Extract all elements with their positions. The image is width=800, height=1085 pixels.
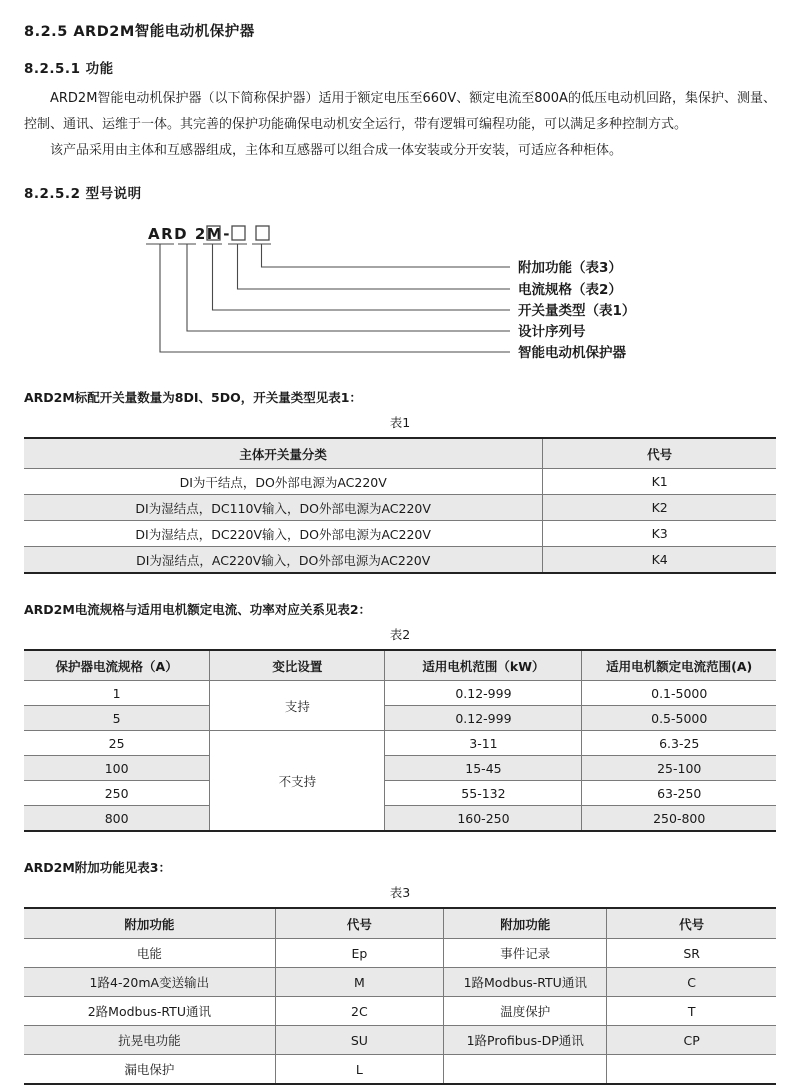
table1-header-row — [24, 438, 776, 469]
section-heading-main: 8.2.5 ARD2M智能电动机保护器 — [24, 24, 255, 40]
table2-cell-current-range: 63-250 — [582, 781, 776, 806]
table1-cell-code: K2 — [543, 495, 776, 521]
table2-cell-spec: 25 — [24, 731, 210, 756]
table2-cell-motor-range: 0.12-999 — [385, 706, 582, 731]
table1-intro: ARD2M标配开关量数量为8DI、5DO，开关量类型见表1： — [24, 390, 362, 405]
table2-cell-motor-range: 55-132 — [385, 781, 582, 806]
diagram-label-switch-type: 开关量类型（表1） — [518, 303, 636, 319]
table2-cell-ratio-supported: 支持 — [210, 681, 385, 731]
table2-header-current-range: 适用电机额定电流范围(A) — [582, 650, 776, 681]
table-switch-types — [24, 437, 776, 574]
table1-cell-category: DI为湿结点，DC220V输入，DO外部电源为AC220V — [24, 521, 543, 547]
table-row — [24, 521, 776, 547]
table2-cell-current-range: 0.1-5000 — [582, 681, 776, 706]
connector-switch-type — [213, 244, 511, 310]
table3-cell-code: L — [275, 1055, 443, 1085]
table2-header-ratio: 变比设置 — [210, 650, 385, 681]
table-row — [24, 706, 776, 731]
table2-cell-spec: 100 — [24, 756, 210, 781]
table2-header-row — [24, 650, 776, 681]
table-row — [24, 806, 776, 832]
table2-cell-spec: 5 — [24, 706, 210, 731]
table-row — [24, 756, 776, 781]
table3-cell-function: 抗晃电功能 — [24, 1026, 275, 1055]
table1-cell-category: DI为湿结点，DC110V输入，DO外部电源为AC220V — [24, 495, 543, 521]
table2-intro: ARD2M电流规格与适用电机额定电流、功率对应关系见表2： — [24, 602, 372, 617]
table3-cell-function — [444, 1055, 607, 1085]
table3-cell-function: 事件记录 — [444, 939, 607, 968]
table3-intro: ARD2M附加功能见表3： — [24, 860, 172, 875]
table3-cell-function: 1路4-20mA变送输出 — [24, 968, 275, 997]
table3-cell-code: CP — [607, 1026, 776, 1055]
table3-cell-function: 2路Modbus-RTU通讯 — [24, 997, 275, 1026]
table3-cell-code: C — [607, 968, 776, 997]
table3-header-code-left: 代号 — [275, 908, 443, 939]
table1-header-category: 主体开关量分类 — [24, 438, 543, 469]
table3-cell-code: Ep — [275, 939, 443, 968]
table3-cell-function: 1路Profibus-DP通讯 — [444, 1026, 607, 1055]
paragraph-function-1: ARD2M智能电动机保护器（以下简称保护器）适用于额定电压至660V、额定电流至800A的低压电动机回路，集保护、测量、控制、通讯、运维于一体。其完善的保护功能确保电动机安全运行，带有逻辑可编程功能，可以满足多种控制方式。 — [24, 91, 776, 132]
table2-cell-motor-range: 15-45 — [385, 756, 582, 781]
table3-cell-code: T — [607, 997, 776, 1026]
model-number-diagram — [24, 214, 776, 364]
table1-cell-code: K4 — [543, 547, 776, 574]
table-addon-functions — [24, 907, 776, 1085]
table-row — [24, 939, 776, 968]
table-current-specs — [24, 649, 776, 832]
model-box-2 — [232, 226, 245, 240]
table3-cell-function: 漏电保护 — [24, 1055, 275, 1085]
table-row — [24, 781, 776, 806]
table2-cell-current-range: 250-800 — [582, 806, 776, 832]
connector-addon — [262, 244, 511, 267]
table-row — [24, 1055, 776, 1085]
table3-header-code-right: 代号 — [607, 908, 776, 939]
diagram-label-addon: 附加功能（表3） — [518, 260, 622, 276]
table2-cell-motor-range: 3-11 — [385, 731, 582, 756]
table3-cell-code: SU — [275, 1026, 443, 1055]
table3-header-function-right: 附加功能 — [444, 908, 607, 939]
table1-caption: 表1 — [389, 415, 411, 430]
section-heading-model: 8.2.5.2 型号说明 — [24, 186, 142, 202]
table2-cell-motor-range: 0.12-999 — [385, 681, 582, 706]
table3-cell-function: 温度保护 — [444, 997, 607, 1026]
table3-header-row — [24, 908, 776, 939]
table-row — [24, 1026, 776, 1055]
table3-cell-code — [607, 1055, 776, 1085]
table1-cell-code: K1 — [543, 469, 776, 495]
section-heading-function: 8.2.5.1 功能 — [24, 61, 114, 77]
paragraph-function-2: 该产品采用由主体和互感器组成，主体和互感器可以组合成一体安装或分开安装，可适应各种柜体。 — [50, 143, 623, 158]
table2-header-motor-range: 适用电机范围（kW） — [385, 650, 582, 681]
table-row — [24, 681, 776, 706]
diagram-label-protector: 智能电动机保护器 — [518, 345, 626, 361]
table2-cell-motor-range: 160-250 — [385, 806, 582, 832]
table2-cell-spec: 800 — [24, 806, 210, 832]
diagram-label-current-spec: 电流规格（表2） — [518, 282, 622, 298]
table2-caption: 表2 — [389, 627, 411, 642]
table3-header-function-left: 附加功能 — [24, 908, 275, 939]
table2-cell-current-range: 25-100 — [582, 756, 776, 781]
table1-cell-code: K3 — [543, 521, 776, 547]
table2-cell-current-range: 0.5-5000 — [582, 706, 776, 731]
table-row — [24, 731, 776, 756]
model-prefix-text: ARD 2M- — [148, 225, 231, 243]
connector-design-serial — [187, 244, 510, 331]
table-row — [24, 997, 776, 1026]
table1-cell-category: DI为干结点，DO外部电源为AC220V — [24, 469, 543, 495]
diagram-label-design-serial: 设计序列号 — [518, 324, 586, 340]
table2-cell-spec: 250 — [24, 781, 210, 806]
table-row — [24, 469, 776, 495]
table3-cell-function: 电能 — [24, 939, 275, 968]
table2-header-spec: 保护器电流规格（A） — [24, 650, 210, 681]
table-row — [24, 547, 776, 574]
table2-cell-ratio-unsupported: 不支持 — [210, 731, 385, 832]
table2-cell-spec: 1 — [24, 681, 210, 706]
table-row — [24, 495, 776, 521]
table2-cell-current-range: 6.3-25 — [582, 731, 776, 756]
table1-cell-category: DI为湿结点，AC220V输入，DO外部电源为AC220V — [24, 547, 543, 574]
table3-cell-code: SR — [607, 939, 776, 968]
model-box-3 — [256, 226, 269, 240]
table-row — [24, 968, 776, 997]
table1-header-code: 代号 — [543, 438, 776, 469]
table3-cell-function: 1路Modbus-RTU通讯 — [444, 968, 607, 997]
table3-cell-code: 2C — [275, 997, 443, 1026]
table3-caption: 表3 — [389, 885, 411, 900]
table3-cell-code: M — [275, 968, 443, 997]
